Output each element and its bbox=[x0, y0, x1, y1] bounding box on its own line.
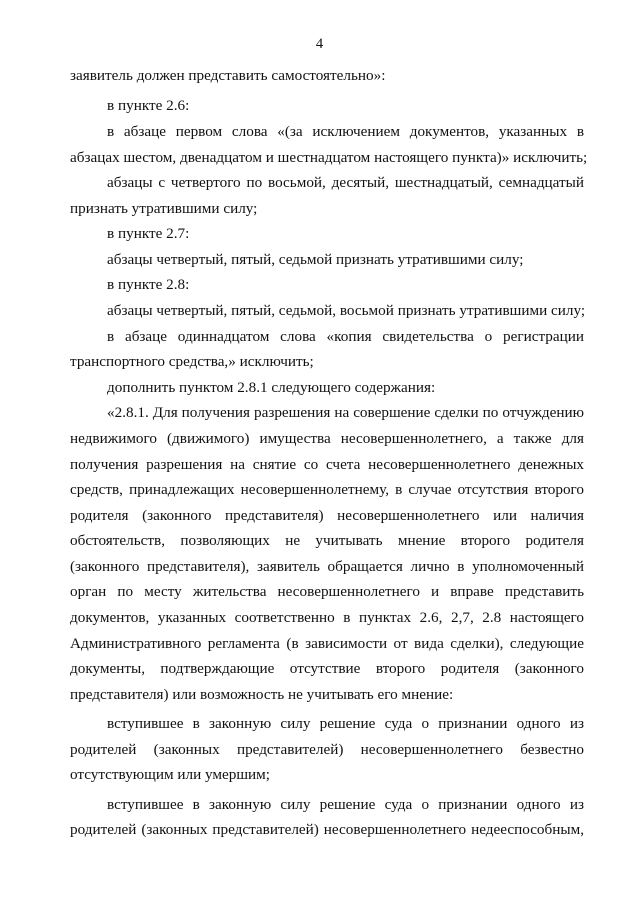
text-line: (законного представителя), заявитель обращается лично в уполномоченный bbox=[70, 558, 584, 575]
text-line: «2.8.1. Для получения разрешения на совершение сделки по отчуждению bbox=[107, 404, 584, 421]
text-line: заявитель должен представить самостоятельно»: bbox=[70, 67, 386, 84]
text-line: абзацах шестом, двенадцатом и шестнадцатом настоящего пункта)» исключить; bbox=[70, 149, 588, 166]
text-line: в абзаце первом слова «(за исключением документов, указанных в bbox=[107, 123, 584, 140]
text-line: орган по месту жительства несовершеннолетнего и вправе представить bbox=[70, 583, 584, 600]
text-line: абзацы четвертый, пятый, седьмой, восьмой признать утратившими силу; bbox=[107, 302, 586, 319]
text-line: Административного регламента (в зависимости от вида сделки), следующие bbox=[70, 635, 584, 652]
text-line: обстоятельств, позволяющих не учитывать мнение второго родителя bbox=[70, 532, 584, 549]
text-line: транспортного средства,» исключить; bbox=[70, 353, 314, 370]
page-number: 4 bbox=[315, 36, 324, 52]
text-line: получения разрешения на снятие со счета несовершеннолетнего денежных bbox=[70, 456, 584, 473]
text-line: родителя (законного представителя) несовершеннолетнего или наличия bbox=[70, 507, 584, 524]
text-line: признать утратившими силу; bbox=[70, 200, 258, 217]
text-line: абзацы четвертый, пятый, седьмой признать утратившими силу; bbox=[107, 251, 524, 268]
text-line: отсутствующим или умершим; bbox=[70, 766, 270, 783]
text-line: дополнить пунктом 2.8.1 следующего содержания: bbox=[107, 379, 436, 396]
text-line: представителя) или возможность не учитывать его мнение: bbox=[70, 686, 454, 703]
text-line: вступившее в законную силу решение суда о признании одного из bbox=[107, 796, 584, 813]
text-line: родителей (законных представителей) несовершеннолетнего недееспособным, bbox=[70, 821, 584, 838]
text-line: документы, подтверждающие отсутствие второго родителя (законного bbox=[70, 660, 584, 677]
text-line: в пункте 2.6: bbox=[107, 97, 190, 114]
text-line: абзацы с четвертого по восьмой, десятый, шестнадцатый, семнадцатый bbox=[107, 174, 584, 191]
text-line: в пункте 2.7: bbox=[107, 225, 190, 242]
text-line: в пункте 2.8: bbox=[107, 276, 190, 293]
text-line: вступившее в законную силу решение суда о признании одного из bbox=[107, 715, 584, 732]
text-line: документов, указанных соответственно в пунктах 2.6, 2,7, 2.8 настоящего bbox=[70, 609, 584, 626]
text-line: в абзаце одиннадцатом слова «копия свидетельства о регистрации bbox=[107, 328, 584, 345]
text-line: родителей (законных представителей) несовершеннолетнего безвестно bbox=[70, 741, 584, 758]
text-line: средств, принадлежащих несовершеннолетнему, в случае отсутствия второго bbox=[70, 481, 584, 498]
text-line: недвижимого (движимого) имущества несовершеннолетнего, а также для bbox=[70, 430, 584, 447]
